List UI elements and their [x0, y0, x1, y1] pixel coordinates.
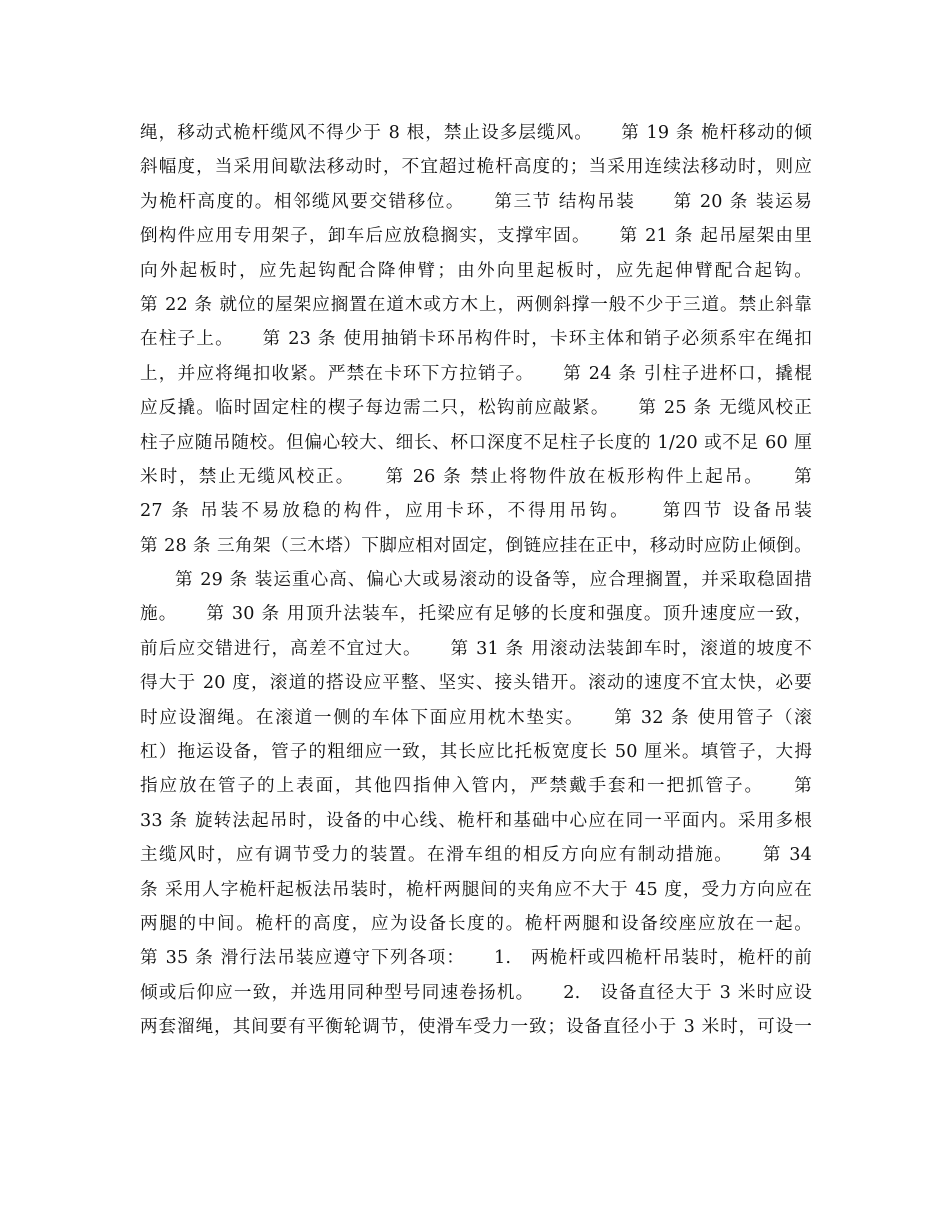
text-line: 27 条 吊装不易放稳的构件，应用卡环，不得用吊钩。 第四节 设备吊装: [140, 501, 812, 522]
text-line: 第 22 条 就位的屋架应搁置在道木或方木上，两侧斜撑一般不少于三道。禁止斜靠: [140, 294, 812, 315]
text-line: 第 28 条 三角架（三木塔）下脚应相对固定，倒链应挂在正中，移动时应防止倾倒。: [140, 535, 812, 556]
text-line: 第 29 条 装运重心高、偏心大或易滚动的设备等，应合理搁置，并采取稳固措: [175, 570, 812, 591]
text-line: 条 采用人字桅杆起板法吊装时，桅杆两腿间的夹角应不大于 45 度，受力方向应在: [140, 879, 812, 900]
text-line: 在柱子上。 第 23 条 使用抽销卡环吊构件时，卡环主体和销子必须系牢在绳扣: [140, 329, 812, 350]
body-text: [140, 116, 812, 1045]
text-line: 施。 第 30 条 用顶升法装车，托梁应有足够的长度和强度。顶升速度应一致，: [140, 604, 812, 625]
text-line: 斜幅度，当采用间歇法移动时，不宜超过桅杆高度的；当采用连续法移动时，则应: [140, 157, 812, 178]
text-line: 柱子应随吊随校。但偏心较大、细长、杯口深度不足柱子长度的 1/20 或不足 60 厘: [140, 432, 812, 453]
text-line: 主缆风时，应有调节受力的装置。在滑车组的相反方向应有制动措施。 第 34: [140, 845, 812, 866]
text-line: 前后应交错进行，高差不宜过大。 第 31 条 用滚动法装卸车时，滚道的坡度不: [140, 638, 812, 659]
text-line: 为桅杆高度的。相邻缆风要交错移位。 第三节 结构吊装 第 20 条 装运易: [140, 191, 812, 212]
text-line: 指应放在管子的上表面，其他四指伸入管内，严禁戴手套和一把抓管子。 第: [140, 776, 812, 797]
text-line: 第 35 条 滑行法吊装应遵守下列各项： 1. 两桅杆或四桅杆吊装时，桅杆的前: [140, 948, 812, 969]
text-line: 两腿的中间。桅杆的高度，应为设备长度的。桅杆两腿和设备绞座应放在一起。: [140, 913, 812, 934]
text-line: 两套溜绳，其间要有平衡轮调节，使滑车受力一致；设备直径小于 3 米时，可设一: [140, 1017, 812, 1038]
text-line: 上，并应将绳扣收紧。严禁在卡环下方拉销子。 第 24 条 引柱子进杯口，撬棍: [140, 363, 812, 384]
text-line: 时应设溜绳。在滚道一侧的车体下面应用枕木垫实。 第 32 条 使用管子（滚: [140, 707, 812, 728]
text-line: 绳，移动式桅杆缆风不得少于 8 根，禁止设多层缆风。 第 19 条 桅杆移动的倾: [140, 123, 812, 143]
text-line: 应反撬。临时固定柱的楔子每边需二只，松钩前应敲紧。 第 25 条 无缆风校正: [140, 398, 812, 419]
text-line: 倒构件应用专用架子，卸车后应放稳搁实，支撑牢固。 第 21 条 起吊屋架由里: [140, 226, 812, 247]
text-line: 33 条 旋转法起吊时，设备的中心线、桅杆和基础中心应在同一平面内。采用多根: [140, 810, 812, 831]
text-line: 向外起板时，应先起钩配合降伸臂；由外向里起板时，应先起伸臂配合起钩。: [140, 260, 812, 281]
text-line: 得大于 20 度，滚道的搭设应平整、坚实、接头错开。滚动的速度不宜太快，必要: [140, 673, 812, 694]
text-line: 倾或后仰应一致，并选用同种型号同速卷扬机。 2. 设备直径大于 3 米时应设: [140, 982, 812, 1003]
text-line: 米时，禁止无缆风校正。 第 26 条 禁止将物件放在板形构件上起吊。 第: [140, 466, 812, 487]
text-line: 杠）拖运设备，管子的粗细应一致，其长应比托板宽度长 50 厘米。填管子，大拇: [140, 742, 812, 763]
